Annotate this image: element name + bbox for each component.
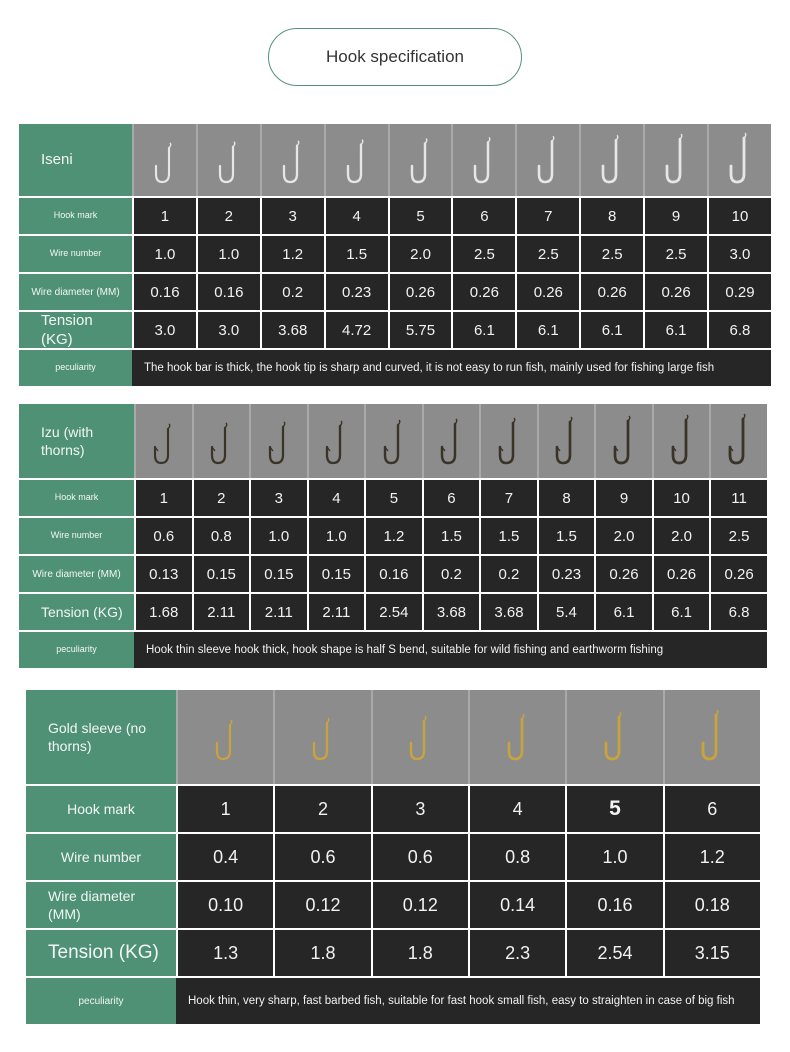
image-row xyxy=(19,124,771,196)
hook-image-7 xyxy=(515,124,579,196)
fishing-hook-icon xyxy=(692,695,732,779)
wire-number-cell: 1.0 xyxy=(196,236,260,272)
hook-mark-label: Hook mark xyxy=(54,492,99,503)
hook-mark-cell: 1 xyxy=(176,786,273,832)
wire-number-cell: 1.5 xyxy=(422,518,480,554)
wire-number-cell: 1.2 xyxy=(663,834,760,880)
peculiarity-label: peculiarity xyxy=(55,362,96,373)
peculiarity-row xyxy=(26,978,760,1024)
wire-diameter-label: Wire diameter (MM) xyxy=(32,568,121,580)
hook-image-11 xyxy=(709,404,767,478)
wire-number-cell: 3.0 xyxy=(707,236,771,272)
peculiarity-text: Hook thin, very sharp, fast barbed fish, suitable for fast hook small fish, easy to straighten in case of big fish xyxy=(176,978,760,1024)
tension-row xyxy=(26,930,760,976)
hook-mark-cell: 3 xyxy=(249,480,307,516)
fishing-hook-icon xyxy=(489,409,529,473)
hook-mark-cell: 7 xyxy=(479,480,537,516)
wire-diameter-cell: 0.16 xyxy=(565,882,662,928)
hook-mark-cell: 3 xyxy=(260,198,324,234)
wire-diameter-cell: 0.26 xyxy=(579,274,643,310)
wire-number-cell: 1.0 xyxy=(565,834,662,880)
fishing-hook-icon xyxy=(273,129,313,191)
peculiarity-label: peculiarity xyxy=(56,644,97,655)
hook-mark-cell: 3 xyxy=(371,786,468,832)
wire-diameter-row xyxy=(19,274,771,310)
hook-image-3 xyxy=(260,124,324,196)
fishing-hook-icon xyxy=(719,409,759,473)
page-title-pill xyxy=(268,28,522,86)
tension-cell: 2.54 xyxy=(364,594,422,630)
hook-image-6 xyxy=(422,404,480,478)
tension-cell: 6.1 xyxy=(652,594,710,630)
hook-image-3 xyxy=(371,690,468,784)
wire-diameter-label: Wire diameter (MM) xyxy=(31,286,120,298)
wire-number-cell: 1.5 xyxy=(324,236,388,272)
fishing-hook-icon xyxy=(400,695,440,779)
wire-diameter-cell: 0.16 xyxy=(132,274,196,310)
tension-cell: 1.3 xyxy=(176,930,273,976)
tension-cell: 3.0 xyxy=(196,312,260,348)
wire-diameter-row xyxy=(26,882,760,928)
wire-number-cell: 1.0 xyxy=(132,236,196,272)
peculiarity-label: peculiarity xyxy=(78,995,124,1007)
fishing-hook-icon xyxy=(604,409,644,473)
wire-diameter-cell: 0.10 xyxy=(176,882,273,928)
fishing-hook-icon xyxy=(374,409,414,473)
hook-image-7 xyxy=(479,404,537,478)
hook-mark-cell: 5 xyxy=(364,480,422,516)
hook-image-2 xyxy=(196,124,260,196)
fishing-hook-icon xyxy=(259,409,299,473)
hook-mark-cell: 6 xyxy=(451,198,515,234)
wire-diameter-cell: 0.26 xyxy=(643,274,707,310)
wire-diameter-cell: 0.29 xyxy=(707,274,771,310)
tension-cell: 5.75 xyxy=(388,312,452,348)
hook-mark-cell: 1 xyxy=(132,198,196,234)
hook-mark-cell: 11 xyxy=(709,480,767,516)
hook-mark-cell: 5 xyxy=(388,198,452,234)
tension-cell: 5.4 xyxy=(537,594,595,630)
fishing-hook-icon xyxy=(720,129,760,191)
peculiarity-row xyxy=(19,632,767,668)
fishing-hook-icon xyxy=(316,409,356,473)
hook-mark-label: Hook mark xyxy=(67,800,135,817)
hook-mark-cell: 7 xyxy=(515,198,579,234)
hook-mark-cell: 5 xyxy=(565,786,662,832)
hook-mark-cell: 9 xyxy=(594,480,652,516)
wire-number-cell: 2.5 xyxy=(579,236,643,272)
fishing-hook-icon xyxy=(144,409,184,473)
tension-cell: 3.68 xyxy=(260,312,324,348)
tension-cell: 1.8 xyxy=(273,930,370,976)
tension-label: Tension (KG) xyxy=(48,941,159,963)
wire-diameter-cell: 0.26 xyxy=(515,274,579,310)
hook-mark-cell: 1 xyxy=(134,480,192,516)
hook-image-1 xyxy=(176,690,273,784)
tension-cell: 3.15 xyxy=(663,930,760,976)
hook-mark-cell: 6 xyxy=(663,786,760,832)
fishing-hook-icon xyxy=(662,409,702,473)
hook-image-2 xyxy=(192,404,250,478)
hook-image-5 xyxy=(364,404,422,478)
tension-row xyxy=(19,594,767,630)
wire-diameter-cell: 0.15 xyxy=(192,556,250,592)
tension-cell: 2.3 xyxy=(468,930,565,976)
hook-mark-cell: 4 xyxy=(468,786,565,832)
hook-image-8 xyxy=(579,124,643,196)
tension-label: Tension (KG) xyxy=(41,311,93,348)
hook-mark-cell: 4 xyxy=(324,198,388,234)
hook-image-1 xyxy=(134,404,192,478)
hook-type-name: Gold sleeve (no thorns) xyxy=(48,719,147,754)
wire-number-cell: 2.5 xyxy=(451,236,515,272)
hook-mark-cell: 6 xyxy=(422,480,480,516)
hook-mark-cell: 9 xyxy=(643,198,707,234)
wire-diameter-cell: 0.2 xyxy=(422,556,480,592)
hook-mark-cell: 8 xyxy=(537,480,595,516)
wire-number-cell: 1.5 xyxy=(537,518,595,554)
hook-image-9 xyxy=(594,404,652,478)
hook-image-1 xyxy=(132,124,196,196)
hook-mark-cell: 10 xyxy=(707,198,771,234)
tension-row xyxy=(19,312,771,348)
wire-diameter-cell: 0.15 xyxy=(249,556,307,592)
wire-number-cell: 0.6 xyxy=(134,518,192,554)
hook-mark-cell: 2 xyxy=(273,786,370,832)
fishing-hook-icon xyxy=(595,695,635,779)
wire-number-row xyxy=(26,834,760,880)
wire-number-row xyxy=(19,518,767,554)
fishing-hook-icon xyxy=(528,129,568,191)
wire-number-label: Wire number xyxy=(49,248,102,259)
fishing-hook-icon xyxy=(337,129,377,191)
wire-diameter-cell: 0.14 xyxy=(468,882,565,928)
wire-diameter-cell: 0.26 xyxy=(652,556,710,592)
wire-diameter-cell: 0.15 xyxy=(307,556,365,592)
hook-type-name: Iseni xyxy=(41,151,73,169)
fishing-hook-icon xyxy=(145,129,185,191)
tension-cell: 6.1 xyxy=(579,312,643,348)
tension-label: Tension (KG) xyxy=(41,603,123,620)
hook-image-4 xyxy=(468,690,565,784)
tension-cell: 3.0 xyxy=(132,312,196,348)
wire-number-cell: 2.5 xyxy=(709,518,767,554)
hook-image-3 xyxy=(249,404,307,478)
fishing-hook-icon xyxy=(498,695,538,779)
tension-cell: 6.1 xyxy=(643,312,707,348)
wire-number-label: Wire number xyxy=(60,848,142,865)
wire-number-cell: 2.5 xyxy=(515,236,579,272)
tension-cell: 2.11 xyxy=(249,594,307,630)
tension-cell: 6.1 xyxy=(515,312,579,348)
peculiarity-text: Hook thin sleeve hook thick, hook shape is half S bend, suitable for wild fishing and earthworm fishing xyxy=(134,632,767,668)
peculiarity-row xyxy=(19,350,771,386)
fishing-hook-icon xyxy=(431,409,471,473)
wire-diameter-cell: 0.2 xyxy=(260,274,324,310)
tension-cell: 2.54 xyxy=(565,930,662,976)
wire-number-cell: 1.0 xyxy=(249,518,307,554)
tension-cell: 2.11 xyxy=(192,594,250,630)
wire-diameter-cell: 0.26 xyxy=(709,556,767,592)
wire-diameter-cell: 0.23 xyxy=(324,274,388,310)
tension-cell: 3.68 xyxy=(422,594,480,630)
hook-mark-label: Hook mark xyxy=(53,210,98,221)
wire-number-cell: 1.2 xyxy=(260,236,324,272)
wire-number-cell: 1.2 xyxy=(364,518,422,554)
tension-cell: 2.11 xyxy=(307,594,365,630)
hook-image-2 xyxy=(273,690,370,784)
fishing-hook-icon xyxy=(303,695,343,779)
page-title: Hook specification xyxy=(326,47,464,66)
hook-mark-cell: 2 xyxy=(196,198,260,234)
wire-diameter-row xyxy=(19,556,767,592)
wire-diameter-cell: 0.12 xyxy=(371,882,468,928)
fishing-hook-icon xyxy=(209,129,249,191)
image-row xyxy=(19,404,767,478)
wire-number-label: Wire number xyxy=(50,530,103,541)
wire-diameter-cell: 0.13 xyxy=(134,556,192,592)
wire-diameter-cell: 0.2 xyxy=(479,556,537,592)
wire-number-cell: 1.5 xyxy=(479,518,537,554)
fishing-hook-icon xyxy=(401,129,441,191)
wire-diameter-cell: 0.16 xyxy=(196,274,260,310)
tension-cell: 1.8 xyxy=(371,930,468,976)
wire-number-cell: 2.5 xyxy=(643,236,707,272)
hook-image-4 xyxy=(307,404,365,478)
fishing-hook-icon xyxy=(206,695,246,779)
fishing-hook-icon xyxy=(546,409,586,473)
hook-image-6 xyxy=(663,690,760,784)
fishing-hook-icon xyxy=(464,129,504,191)
hook-mark-cell: 4 xyxy=(307,480,365,516)
tension-cell: 1.68 xyxy=(134,594,192,630)
tension-cell: 6.1 xyxy=(451,312,515,348)
wire-number-cell: 0.4 xyxy=(176,834,273,880)
wire-diameter-cell: 0.16 xyxy=(364,556,422,592)
image-row xyxy=(26,690,760,784)
tension-cell: 6.1 xyxy=(594,594,652,630)
hook-image-5 xyxy=(565,690,662,784)
hook-mark-row xyxy=(19,480,767,516)
hook-mark-cell: 10 xyxy=(652,480,710,516)
tension-cell: 6.8 xyxy=(709,594,767,630)
fishing-hook-icon xyxy=(656,129,696,191)
wire-diameter-cell: 0.26 xyxy=(451,274,515,310)
hook-type-name: Izu (with thorns) xyxy=(41,423,94,458)
wire-diameter-cell: 0.26 xyxy=(594,556,652,592)
tension-cell: 6.8 xyxy=(707,312,771,348)
hook-mark-row xyxy=(26,786,760,832)
fishing-hook-icon xyxy=(592,129,632,191)
wire-diameter-cell: 0.23 xyxy=(537,556,595,592)
hook-mark-cell: 2 xyxy=(192,480,250,516)
wire-number-cell: 2.0 xyxy=(388,236,452,272)
hook-mark-row xyxy=(19,198,771,234)
wire-number-cell: 0.8 xyxy=(468,834,565,880)
fishing-hook-icon xyxy=(201,409,241,473)
wire-number-cell: 2.0 xyxy=(594,518,652,554)
hook-image-10 xyxy=(652,404,710,478)
peculiarity-text: The hook bar is thick, the hook tip is sharp and curved, it is not easy to run fish, mainly used for fishing large fish xyxy=(132,350,771,386)
tension-cell: 4.72 xyxy=(324,312,388,348)
wire-number-cell: 0.6 xyxy=(371,834,468,880)
wire-number-cell: 2.0 xyxy=(652,518,710,554)
wire-diameter-label: Wire diameter (MM) xyxy=(48,887,136,922)
wire-diameter-cell: 0.26 xyxy=(388,274,452,310)
hook-image-4 xyxy=(324,124,388,196)
hook-mark-cell: 8 xyxy=(579,198,643,234)
wire-number-row xyxy=(19,236,771,272)
wire-diameter-cell: 0.18 xyxy=(663,882,760,928)
hook-image-9 xyxy=(643,124,707,196)
hook-image-6 xyxy=(451,124,515,196)
hook-image-10 xyxy=(707,124,771,196)
tension-cell: 3.68 xyxy=(479,594,537,630)
wire-number-cell: 1.0 xyxy=(307,518,365,554)
wire-number-cell: 0.8 xyxy=(192,518,250,554)
wire-diameter-cell: 0.12 xyxy=(273,882,370,928)
hook-image-8 xyxy=(537,404,595,478)
hook-image-5 xyxy=(388,124,452,196)
wire-number-cell: 0.6 xyxy=(273,834,370,880)
